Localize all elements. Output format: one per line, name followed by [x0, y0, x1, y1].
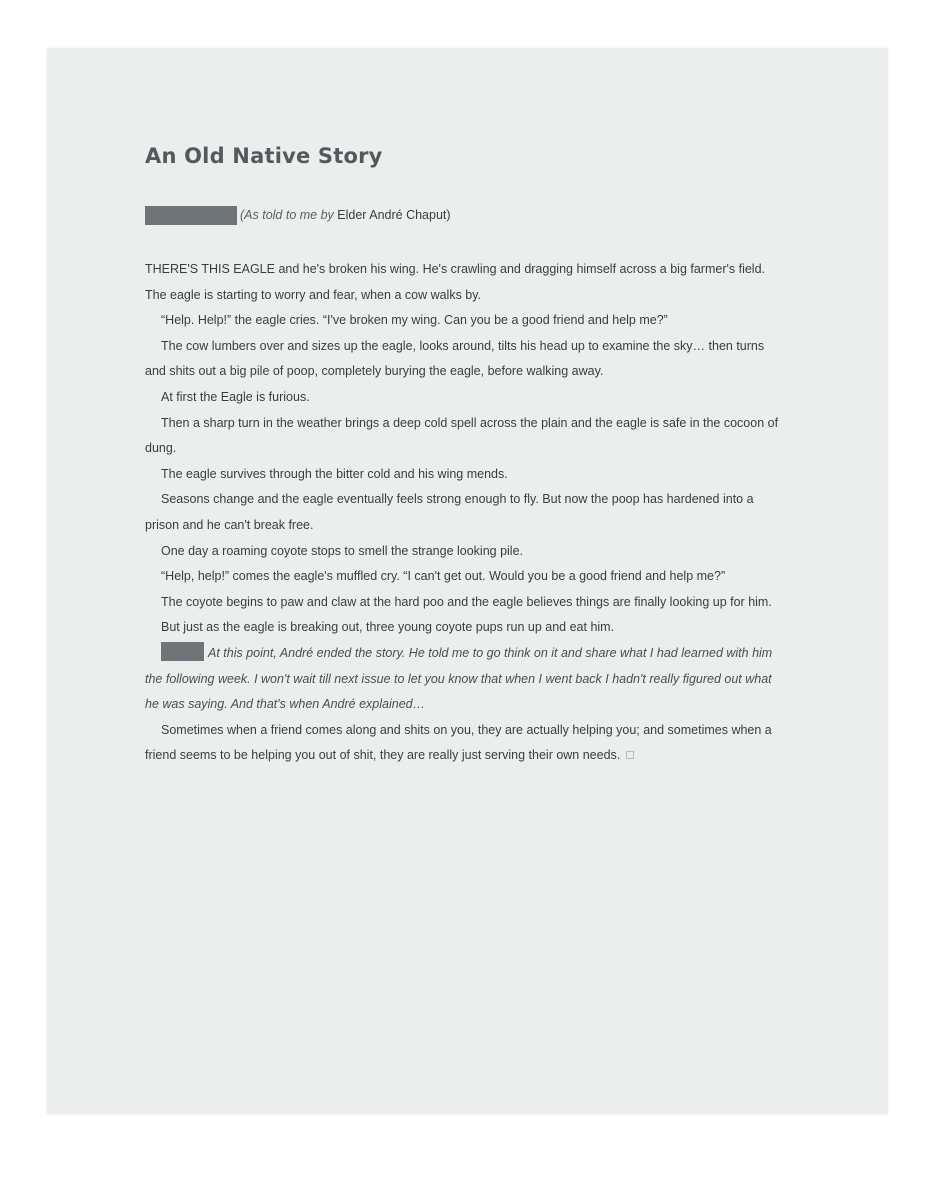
article-title: An Old Native Story: [145, 144, 383, 168]
story-paragraph: At first the Eagle is furious.: [161, 389, 310, 404]
editor-note-text: At this point, André ended the story. He told me to go think on it and share what I had learned with him the following week. I won't wait till next issue to let you know that when I went back I hadn't really figured out what he was saying. And that's when André explained…: [145, 645, 773, 712]
story-paragraph: Seasons change and the eagle eventually feels strong enough to fly. But now the poop has hardened into a prison and he can't break free.: [145, 492, 754, 532]
story-paragraph: THERE'S THIS EAGLE and he's broken his wing. He's crawling and dragging himself across a big farmer's field. The eagle is starting to worry and fear, when a cow walks by.: [145, 262, 766, 302]
story-paragraph: One day a roaming coyote stops to smell the strange looking pile.: [161, 543, 524, 558]
story-paragraph: The eagle survives through the bitter cold and his wing mends.: [161, 466, 508, 481]
story-paragraph: The coyote begins to paw and claw at the hard poo and the eagle believes things are finally looking up for him.: [161, 594, 772, 609]
redacted-author-name: [145, 206, 237, 225]
article: [145, 140, 785, 769]
byline-prefix: (: [240, 208, 245, 222]
byline-italic: As told to me by: [244, 208, 334, 222]
story-paragraph: Then a sharp turn in the weather brings a deep cold spell across the plain and the eagle is safe in the cocoon of dung.: [145, 415, 779, 456]
editor-note-paragraph: [145, 641, 785, 718]
redacted-initials: [161, 642, 204, 661]
story-paragraph: “Help. Help!” the eagle cries. “I've broken my wing. Can you be a good friend and help me?”: [161, 313, 668, 328]
end-of-story-icon: [626, 751, 634, 759]
closing-paragraph: [145, 718, 785, 769]
closing-text: Sometimes when a friend comes along and shits on you, they are actually helping you; and sometimes when a friend seems to be helping you out of shit, they are really just serving their own needs.: [145, 722, 772, 763]
story-body: [145, 257, 785, 769]
story-paragraph: But just as the eagle is breaking out, three young coyote pups run up and eat him.: [161, 620, 615, 635]
byline: [145, 205, 785, 225]
story-paragraph: The cow lumbers over and sizes up the eagle, looks around, tilts his head up to examine the sky… then turns and shits out a big pile of poop, completely burying the eagle, before walking away.: [145, 338, 765, 379]
story-paragraph: “Help, help!” comes the eagle's muffled cry. “I can't get out. Would you be a good friend and help me?”: [161, 569, 726, 584]
byline-rest: Elder André Chaput): [333, 208, 451, 222]
